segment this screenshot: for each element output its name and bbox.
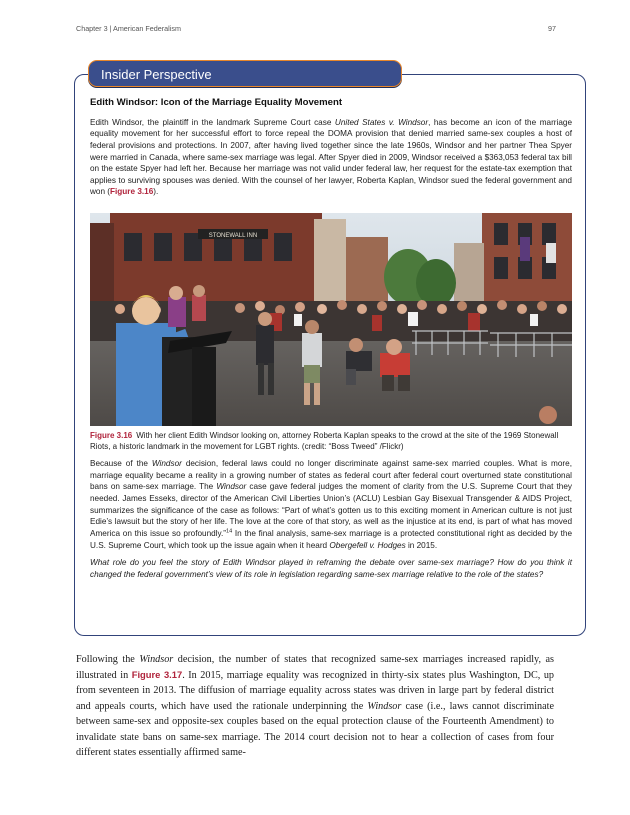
stonewall-crowd-photo [90, 213, 572, 426]
feature-tab-label: Insider Perspective [88, 60, 402, 87]
caption-figure-label: Figure 3.16 [90, 431, 133, 441]
figure-3-17-link[interactable]: Figure 3.17 [131, 668, 183, 680]
feature-paragraph-1: Edith Windsor, the plaintiff in the landmark Supreme Court case United States v. Windsor, has become an icon of the marriage equality movement for her successful effort to force repeal the DOMA provision that denied married same-sex couples a host of federal provisions and protections. In 2007, after having lived together since the late 1960s, Windsor and her partner Thea Spyer were married in Canada, where same-sex marriage was legal. After Spyer died in 2009, Windsor received a $363,053 federal tax bill on the estate Spyer had left her. Because her marriage was not valid under federal law, her request for the estate-tax exemption that applies to surviving spouses was denied. With the counsel of her lawyer, Roberta Kaplan, Windsor sued the federal government and won (Figure 3.16). [90, 117, 572, 197]
page-number: 97 [548, 24, 556, 33]
feature-content [90, 96, 572, 581]
footnote-14-link[interactable]: 14 [226, 528, 233, 535]
caption-text: With her client Edith Windsor looking on, attorney Roberta Kaplan speaks to the crowd at the site of the 1969 Stonewall Riots, a historic landmark in the movement for LGBT rights. (credit: “Boss Tweed” /Flickr) [90, 431, 559, 452]
feature-title: Edith Windsor: Icon of the Marriage Equality Movement [90, 97, 343, 108]
stonewall-sign: STONEWALL INN [208, 233, 258, 240]
figure-3-16-caption [90, 430, 572, 452]
body-paragraph: Following the Windsor decision, the number of states that recognized same-sex marriages increased rapidly, as illustrated in Figure 3.17. In 2015, marriage equality was recognized in thirty-six states plus Washington, DC, up from seventeen in 2013. The diffusion of marriage equality across states was driven in large part by federal district and appeals courts, which have used the rationale underpinning the Windsor case (i.e., laws cannot discriminate between same-sex and opposite-sex couples based on the equal protection clause of the Fourteenth Amendment) to invalidate state bans on same-sex marriage. The 2014 court decision not to hear a collection of cases from four different states essentially affirmed same- [76, 654, 555, 758]
figure-3-16-link[interactable]: Figure 3.16 [110, 187, 154, 197]
photo-illustration [90, 213, 572, 426]
reflection-question: What role do you feel the story of Edith Windsor played in reframing the debate over same-sex marriage? How do you think it changed the federal government’s view of its role in legislation regarding same-sex marriage relative to the role of the states? [90, 558, 572, 579]
feature-paragraph-2: Because of the Windsor decision, federal laws could no longer discriminate against same-sex married couples. What is more, marriage equality became a reality in a growing number of states as federal court after federal court overturned state constitutional bans on same-sex marriage. The Windsor case gave federal judges the moment of clarity from the U.S. Supreme Court that they needed. James Esseks, director of the American Civil Liberties Union’s (ACLU) Lesbian Gay Bisexual Transgender & AIDS Project, summarizes the significance of the case as follows: “Part of what’s gotten us to this exciting moment in American culture is not just Edie’s lawsuit but the story of her life. The love at the core of that story, as well as the injustice at its end, is part of what has moved America on this issue so profoundly.”$^{14}$ In the final analysis, same-sex marriage is a protected constitutional right as decided by the U.S. Supreme Court, which took up the issue again when it heard Obergefell v. Hodges in 2015. [90, 459, 573, 550]
case-name: United States v. Windsor [334, 117, 429, 127]
chapter-title: Chapter 3 | American Federalism [76, 24, 181, 33]
running-header [76, 24, 556, 36]
